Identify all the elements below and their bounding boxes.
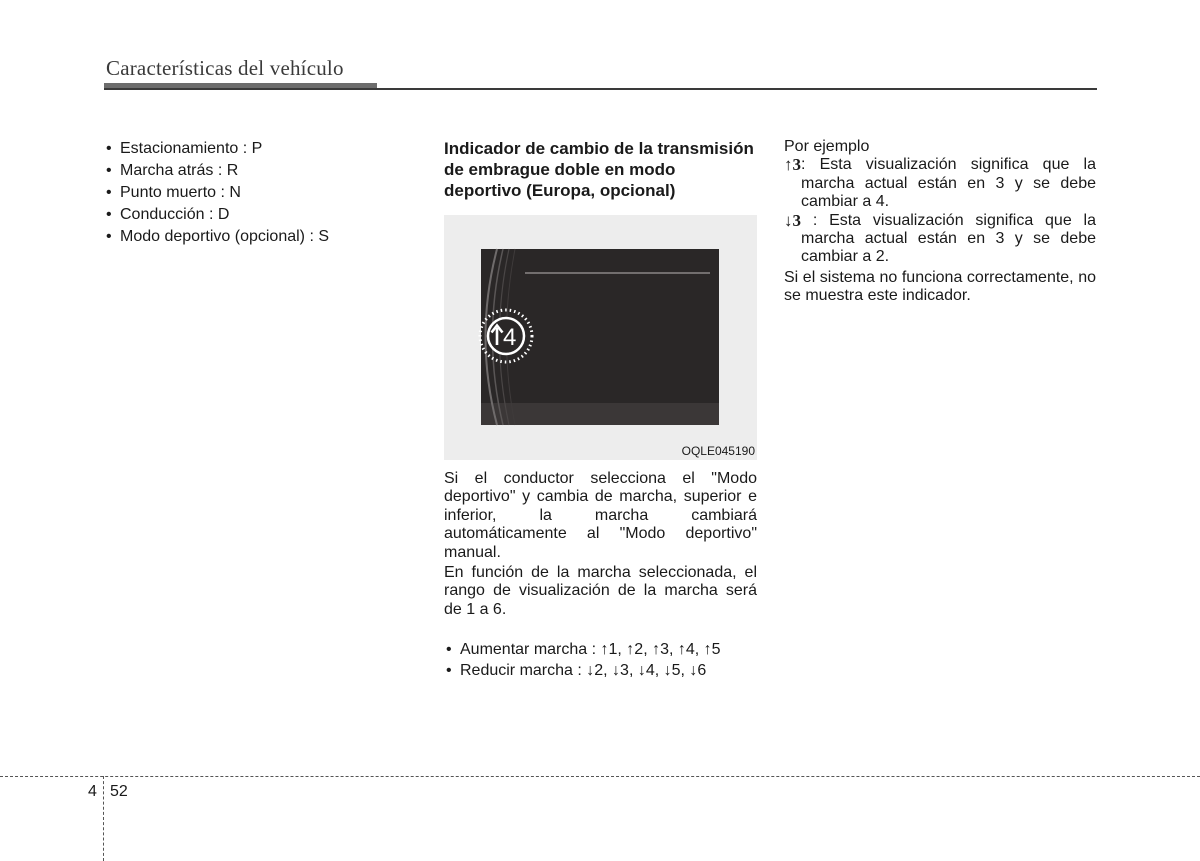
example-text: : Esta visualización significa que la marcha actual están en 3 y se debe cambiar a 4. xyxy=(801,156,1096,211)
figure-code: OQLE045190 xyxy=(681,444,755,458)
list-item: • Reducir marcha : ↓2, ↓3, ↓4, ↓5, ↓6 xyxy=(444,660,757,681)
chapter-number: 4 xyxy=(88,783,97,800)
page-header-title: Características del vehículo xyxy=(106,56,344,80)
left-column xyxy=(104,138,404,248)
right-column xyxy=(784,138,1101,306)
paragraph: Si el sistema no funciona correctamente, no se muestra este indicador. xyxy=(784,268,1096,305)
list-item: • Conducción : D xyxy=(104,204,404,226)
cluster-display-illustration xyxy=(444,215,757,460)
example-upshift xyxy=(784,156,1096,211)
list-item: • Aumentar marcha : ↑1, ↑2, ↑3, ↑4, ↑5 xyxy=(444,639,757,660)
list-item: • Modo deportivo (opcional) : S xyxy=(104,226,404,248)
shift-list xyxy=(444,639,757,681)
example-intro: Por ejemplo xyxy=(784,138,870,155)
footer-divider xyxy=(0,776,1200,777)
list-item: • Marcha atrás : R xyxy=(104,160,404,182)
cluster-display-figure xyxy=(444,215,757,460)
downshift-symbol: ↓3 xyxy=(784,210,801,230)
gear-indicator-number: 4 xyxy=(503,324,517,351)
example-downshift xyxy=(784,210,1101,267)
section-heading: Indicador de cambio de la transmisión de embrague doble en modo deportivo (Europa, opcional) xyxy=(444,139,754,200)
page-number: 52 xyxy=(110,783,128,800)
upshift-symbol: ↑3 xyxy=(784,155,801,175)
middle-column xyxy=(444,138,757,681)
gear-position-list xyxy=(104,138,404,248)
example-text: : Esta visualización significa que la marcha actual están en 3 y se debe cambiar a 2. xyxy=(801,211,1101,266)
footer-vertical-divider xyxy=(103,776,104,861)
list-item: • Punto muerto : N xyxy=(104,182,404,204)
list-item: • Estacionamiento : P xyxy=(104,138,404,160)
paragraph: En función de la marcha seleccionada, el rango de visualización de la marcha será de 1 a 6. xyxy=(444,564,757,618)
header-rule xyxy=(104,88,1097,90)
paragraph: Si el conductor selecciona el "Modo deportivo" y cambia de marcha, superior e inferior, la marcha cambiará automáticamente al "Modo deportivo" manual. xyxy=(444,470,757,561)
